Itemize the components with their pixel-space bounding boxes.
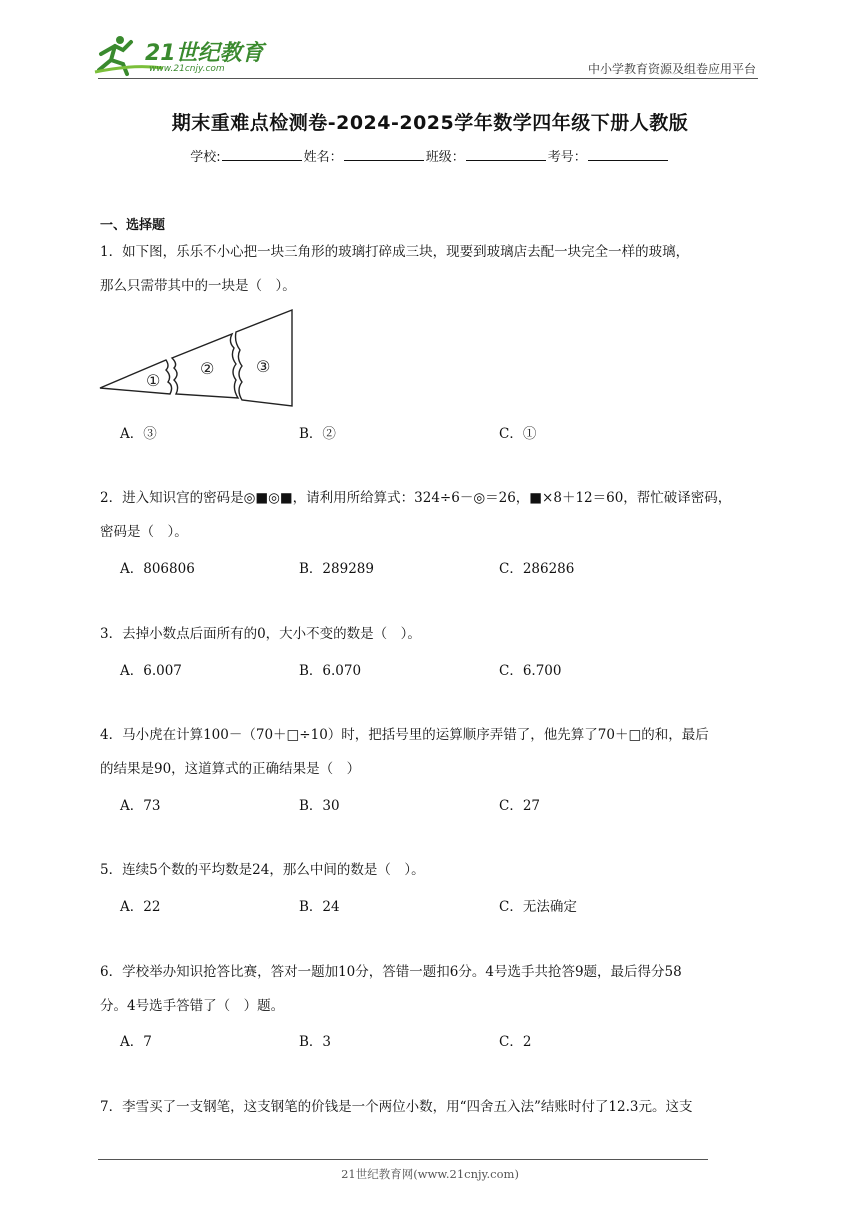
piece-2-label: ② [200,359,215,378]
footer-divider [98,1159,708,1160]
number-label: 考号： [547,150,587,165]
q4-option-b[interactable]: B．30 [299,798,340,814]
q6-option-c[interactable]: C．2 [499,1034,532,1050]
class-label: 班级： [425,150,465,165]
question-text: 7．李雪买了一支钢笔，这支钢笔的价钱是一个两位小数，用“四舍五入法”结账时付了12.3元。这支 [100,1099,693,1115]
question-4 [100,718,765,786]
page-header [0,0,860,80]
question-text: 3．去掉小数点后面所有的0，大小不变的数是（ ）。 [100,626,421,642]
q2-option-b[interactable]: B．289289 [299,561,374,577]
question-1 [100,235,765,303]
question-text: 2．进入知识宫的密码是◎■◎■，请利用所给算式：324÷6－◎＝26，■×8＋12＝60，帮忙破译密码， [100,490,732,506]
question-6 [100,955,765,1023]
class-field[interactable] [466,148,546,161]
q6-option-a[interactable]: A．7 [120,1034,152,1050]
logo-url: www.21cnjy.com [149,64,225,74]
question-text: 分。4号选手答错了（ ）题。 [100,998,285,1014]
question-text: 密码是（ ）。 [100,524,188,540]
q2-option-c[interactable]: C．286286 [499,561,575,577]
school-label: 学校: [190,150,221,165]
page-title: 期末重难点检测卷-2024-2025学年数学四年级下册人教版 [171,112,689,134]
question-text: 的结果是90，这道算式的正确结果是（ ） [100,761,361,777]
question-text: 5．连续5个数的平均数是24，那么中间的数是（ ）。 [100,862,425,878]
name-label: 姓名： [303,150,343,165]
q4-option-c[interactable]: C．27 [499,798,541,814]
q1-option-c[interactable]: C．① [499,426,537,442]
header-divider [98,78,758,79]
number-field[interactable] [588,148,668,161]
q3-option-c[interactable]: C．6.700 [499,663,562,679]
q5-option-c[interactable]: C．无法确定 [499,899,577,915]
question-text: 4．马小虎在计算100－（70＋□÷10）时，把括号里的运算顺序弄错了，他先算了70＋□的和，最后 [100,727,709,743]
q5-option-b[interactable]: B．24 [299,899,340,915]
question-2 [100,481,765,549]
question-3 [100,617,765,651]
q4-option-a[interactable]: A．73 [120,798,161,814]
school-field[interactable] [222,148,302,161]
broken-triangle-figure [96,306,300,410]
q2-option-a[interactable]: A．806806 [120,561,195,577]
q3-option-b[interactable]: B．6.070 [299,663,362,679]
q1-option-a[interactable]: A．③ [120,426,157,442]
footer-link[interactable]: 21世纪教育网(www.21cnjy.com) [341,1167,519,1181]
name-field[interactable] [344,148,424,161]
logo-text: 21世纪教育 [145,41,264,66]
question-7 [100,1090,765,1124]
question-text: 1．如下图，乐乐不小心把一块三角形的玻璃打碎成三块，现要到玻璃店去配一块完全一样的玻璃， [100,244,690,260]
question-text: 6．学校举办知识抢答比赛，答对一题加10分，答错一题扣6分。4号选手共抢答9题，最后得分58 [100,964,682,980]
question-5 [100,853,765,887]
q5-option-a[interactable]: A．22 [120,899,161,915]
site-logo[interactable] [93,32,283,80]
q3-option-a[interactable]: A．6.007 [120,663,182,679]
site-tagline: 中小学教育资源及组卷应用平台 [587,62,756,76]
piece-1-label: ① [146,371,161,390]
section-heading: 一、选择题 [100,218,166,233]
q1-option-b[interactable]: B．② [299,426,336,442]
q6-option-b[interactable]: B．3 [299,1034,332,1050]
question-text: 那么只需带其中的一块是（ ）。 [100,278,296,294]
student-info-line [0,146,860,165]
piece-3-label: ③ [256,357,271,376]
